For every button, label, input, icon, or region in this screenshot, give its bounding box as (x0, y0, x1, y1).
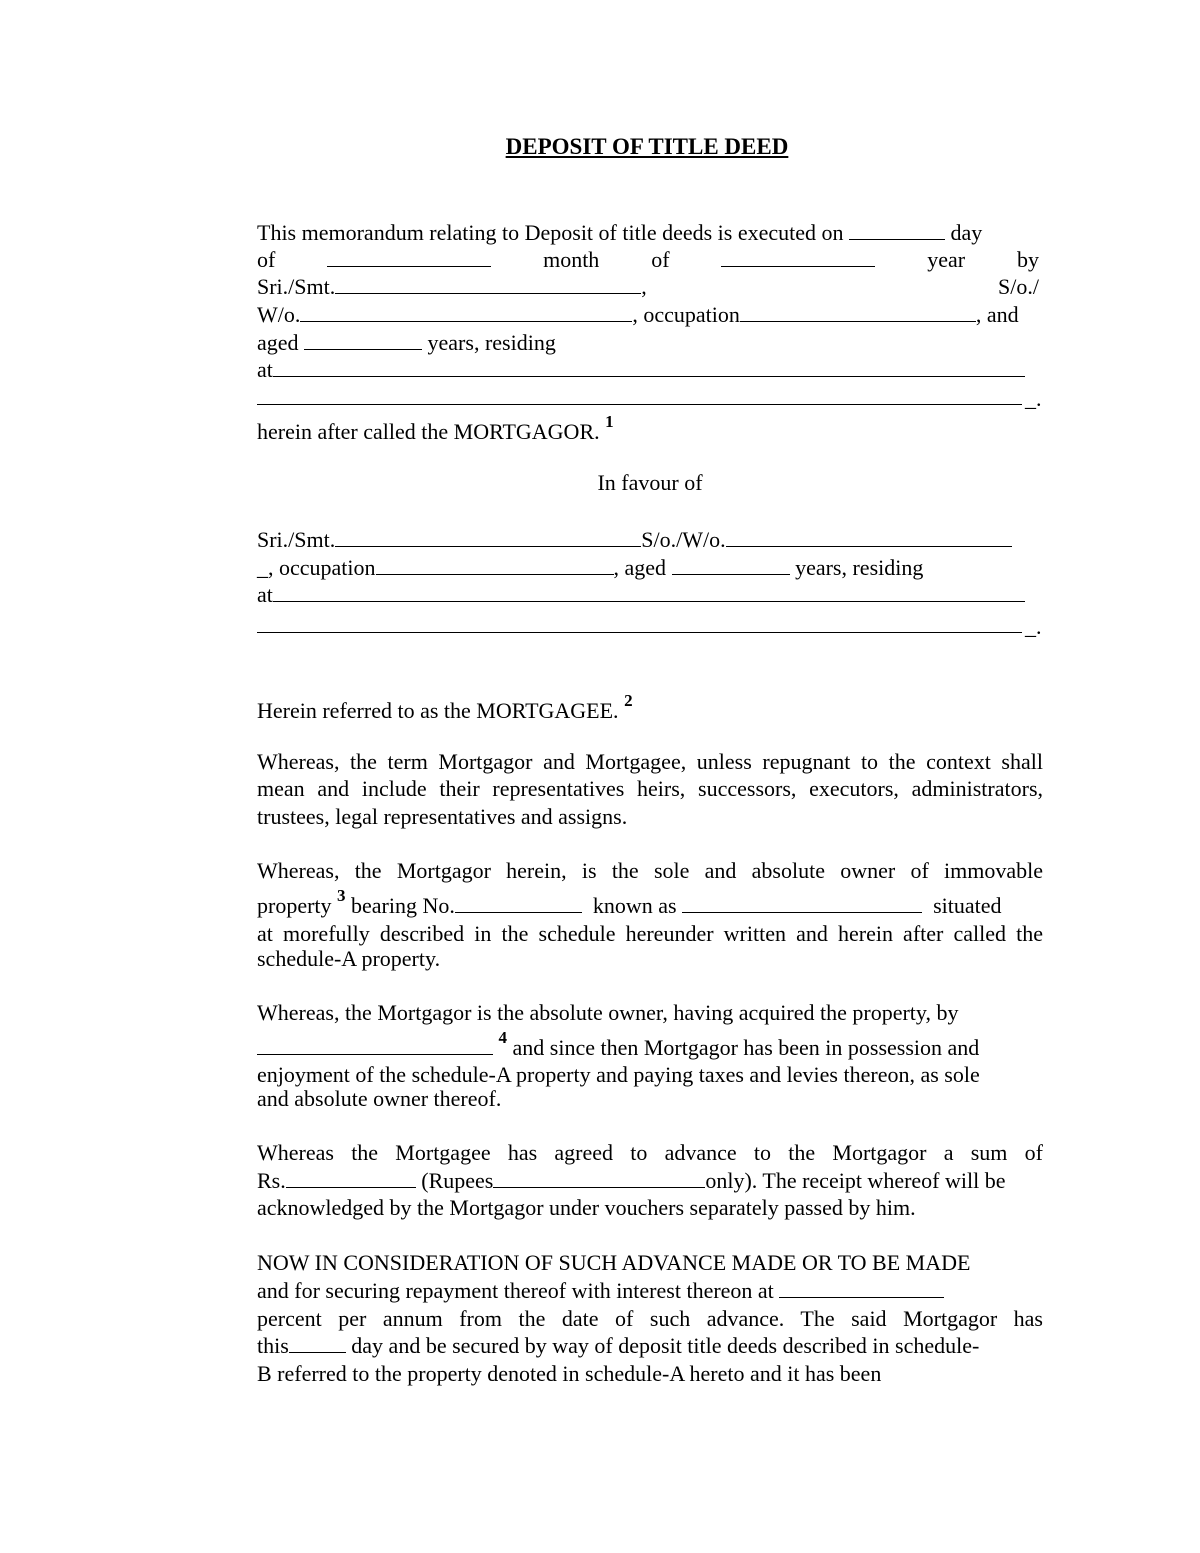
mortgagee-line-3 (257, 581, 1025, 609)
text: herein after called the MORTGAGOR. (257, 419, 600, 444)
mortgagee-name-blank[interactable] (335, 526, 641, 547)
text: and since then Mortgagor has been in possession and (512, 1035, 980, 1060)
whereas1-line-3: trustees, legal representatives and assigns. (257, 804, 628, 829)
text: years, residing (795, 555, 924, 580)
mortgagee-relation-blank[interactable] (726, 526, 1012, 547)
text: , and (975, 302, 1019, 327)
text: , occupation (632, 302, 740, 327)
month-blank[interactable] (327, 246, 491, 267)
intro-line-4 (257, 301, 1019, 329)
text: Sri./Smt. (257, 274, 336, 299)
text: , (641, 274, 647, 299)
whereas4-line-1: Whereas the Mortgagee has agreed to advance to the Mortgagor a sum of (257, 1140, 1043, 1165)
text: at (257, 357, 273, 382)
text: S/o./ (998, 274, 1039, 299)
footnote-marker: 4 (498, 1028, 507, 1047)
year-blank[interactable] (721, 246, 875, 267)
intro-line-5 (257, 329, 556, 357)
text: only). The receipt whereof will be (705, 1168, 1006, 1193)
text: This memorandum relating to Deposit of title deeds is executed on (257, 220, 844, 245)
interest-rate-blank[interactable] (779, 1277, 944, 1298)
mortgagor-address-blank-2[interactable] (257, 404, 1022, 405)
text: month (543, 247, 600, 272)
footnote-marker: 3 (337, 886, 346, 905)
text: of (257, 247, 276, 272)
mortgagor-age-blank[interactable] (304, 329, 422, 350)
whereas3-line-3: enjoyment of the schedule-A property and paying taxes and levies thereon, as sole (257, 1062, 980, 1087)
whereas4-line-2 (257, 1167, 1006, 1195)
mortgagee-occupation-blank[interactable] (376, 554, 614, 575)
whereas3-line-4: and absolute owner thereof. (257, 1086, 502, 1111)
text: Sri./Smt. (257, 527, 336, 552)
now-line-4 (257, 1332, 979, 1360)
whereas2-line-2 (257, 886, 1002, 922)
date-day-blank[interactable] (849, 219, 945, 240)
mortgagor-address-blank[interactable] (273, 356, 1025, 377)
text: _. (1025, 386, 1042, 411)
text: W/o. (257, 302, 301, 327)
text: by (1017, 247, 1039, 272)
text: day and be secured by way of deposit title deeds described in schedule- (351, 1333, 980, 1358)
text: of (651, 247, 670, 272)
text: property (257, 893, 332, 918)
text: aged (257, 330, 299, 355)
this-day-blank[interactable] (289, 1332, 346, 1353)
text: years, residing (427, 330, 556, 355)
text: at (257, 582, 273, 607)
intro-line-3 (257, 273, 647, 301)
text: Herein referred to as the MORTGAGEE. (257, 698, 619, 723)
whereas2-line-4: schedule-A property. (257, 946, 441, 971)
amount-words-blank[interactable] (493, 1167, 705, 1188)
text: (Rupees (421, 1168, 494, 1193)
text: this (257, 1333, 289, 1358)
now-line-3: percent per annum from the date of such advance. The said Mortgagor has (257, 1306, 1043, 1331)
whereas2-line-1: Whereas, the Mortgagor herein, is the sole and absolute owner of immovable (257, 858, 1043, 883)
in-favour-heading: In favour of (597, 470, 703, 495)
intro-line-2 (257, 246, 1039, 274)
mortgagee-address-blank[interactable] (273, 581, 1025, 602)
mortgagee-line-5 (257, 691, 633, 727)
mortgagee-line-1 (257, 526, 1012, 554)
text: year (927, 247, 966, 272)
whereas4-line-3: acknowledged by the Mortgagor under vouchers separately passed by him. (257, 1195, 916, 1220)
bearing-number-blank[interactable] (455, 892, 582, 913)
amount-rs-blank[interactable] (286, 1167, 416, 1188)
text: situated (933, 893, 1002, 918)
text: , aged (613, 555, 667, 580)
text: Rs. (257, 1168, 286, 1193)
whereas2-line-3: at morefully described in the schedule hereunder written and herein after called the (257, 921, 1043, 946)
whereas1-line-2: mean and include their representatives heirs, successors, executors, administrators, (257, 776, 1043, 801)
mortgagee-address-blank-2[interactable] (257, 632, 1022, 633)
acquired-by-blank[interactable] (257, 1034, 493, 1055)
footnote-marker: 2 (624, 691, 633, 710)
whereas3-line-1: Whereas, the Mortgagor is the absolute owner, having acquired the property, by (257, 1000, 959, 1025)
intro-line-1 (257, 219, 982, 247)
text: bearing No. (351, 893, 455, 918)
known-as-blank[interactable] (682, 892, 922, 913)
intro-line-6 (257, 356, 1025, 384)
whereas3-line-2 (257, 1028, 980, 1064)
footnote-marker: 1 (605, 412, 614, 431)
mortgagor-occupation-blank[interactable] (740, 301, 976, 322)
mortgagee-age-blank[interactable] (672, 554, 790, 575)
text: _, occupation (257, 555, 376, 580)
whereas1-line-1: Whereas, the term Mortgagor and Mortgagee, unless repugnant to the context shall (257, 749, 1043, 774)
text: known as (592, 893, 677, 918)
intro-line-8 (257, 412, 614, 448)
text: and for securing repayment thereof with interest thereon at (257, 1278, 774, 1303)
page-title: DEPOSIT OF TITLE DEED (505, 134, 789, 159)
text: S/o./W/o. (641, 527, 726, 552)
text: day (950, 220, 983, 245)
mortgagor-name-blank[interactable] (335, 273, 641, 294)
now-line-1: NOW IN CONSIDERATION OF SUCH ADVANCE MADE OR TO BE MADE (257, 1250, 971, 1275)
mortgagee-line-2 (257, 554, 923, 582)
now-line-5: B referred to the property denoted in schedule-A hereto and it has been (257, 1361, 882, 1386)
now-line-2 (257, 1277, 944, 1305)
text: _. (1025, 614, 1042, 639)
mortgagor-relation-blank[interactable] (300, 301, 632, 322)
